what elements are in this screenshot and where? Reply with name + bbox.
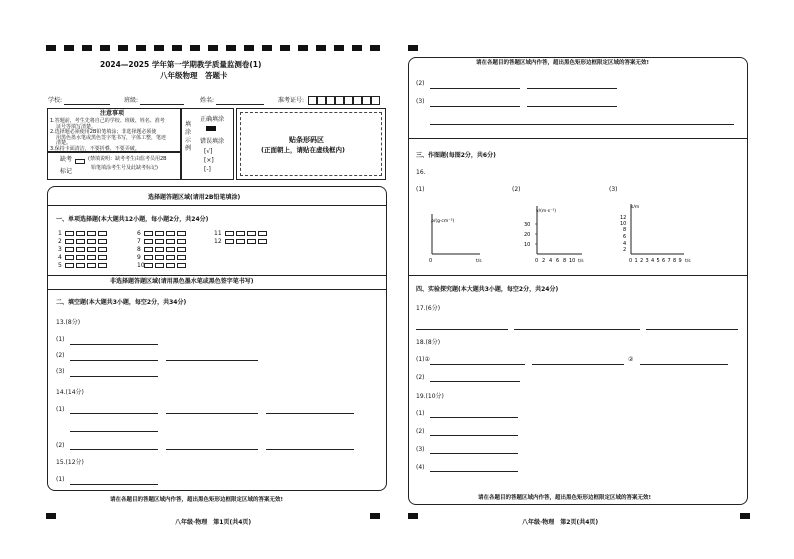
mc-number: 3	[58, 246, 62, 253]
q13-label: 13.(8分)	[56, 319, 81, 326]
x-tick-label: 9	[678, 258, 682, 264]
option-bubble[interactable]	[177, 231, 186, 236]
option-bubble[interactable]	[87, 239, 96, 244]
mc-number: 12	[214, 238, 222, 245]
x-tick-label: 4	[651, 258, 655, 264]
q19-label: 19.(10分)	[416, 393, 444, 400]
y-axis-label: ρ/(g·cm⁻³)	[431, 219, 455, 224]
y-tick-label: 12	[620, 215, 627, 221]
mc-question[interactable]	[58, 238, 109, 245]
option-bubble[interactable]	[76, 255, 85, 260]
option-bubble[interactable]	[155, 247, 164, 252]
x-tick-label: 8	[563, 258, 567, 264]
footer-warning: 请在各题目的答题区域内作答，超出黑色矩形边框限定区域的答案无效!	[110, 497, 284, 503]
option-bubble[interactable]	[177, 247, 186, 252]
answer-blank[interactable]	[266, 449, 354, 450]
absent-box	[47, 152, 181, 180]
name-field[interactable]	[216, 104, 264, 105]
exam-title: 2024—2025 学年第一学期教学质量监测卷(1)	[100, 60, 262, 69]
answer-blank[interactable]	[430, 124, 734, 125]
option-bubble[interactable]	[76, 247, 85, 252]
y-tick-label: 2	[623, 247, 627, 253]
mc-number: 2	[58, 238, 62, 245]
option-bubble[interactable]	[247, 231, 256, 236]
timing-mark	[154, 45, 164, 51]
mc-question[interactable]	[137, 230, 188, 237]
school-label: 学校:	[48, 97, 63, 104]
blank-label: (1)	[56, 476, 65, 483]
blank-label: (2)	[416, 374, 425, 381]
timing-mark	[46, 513, 56, 519]
barcode-subtitle: (正面朝上，请贴在虚线框内)	[261, 146, 345, 154]
answer-blank[interactable]	[70, 360, 158, 361]
exam-number-digit[interactable]	[335, 96, 344, 105]
timing-mark	[352, 45, 362, 51]
option-bubble[interactable]	[65, 255, 74, 260]
answer-blank[interactable]	[527, 106, 617, 107]
timing-mark	[136, 45, 146, 51]
answer-blank[interactable]	[430, 381, 520, 382]
choice-header: 选择题答题区域(请用2B铅笔填涂)	[148, 194, 241, 201]
option-bubble[interactable]	[144, 239, 153, 244]
exam-number-digit[interactable]	[326, 96, 335, 105]
option-bubble[interactable]	[166, 231, 175, 236]
blank-label: ②	[628, 356, 634, 363]
answer-blank[interactable]	[430, 453, 518, 454]
exam-number-digit[interactable]	[344, 96, 353, 105]
x-tick-label: 4	[549, 258, 553, 264]
timing-mark	[298, 45, 308, 51]
divider	[408, 138, 748, 139]
x-axis-label: t/s	[578, 259, 584, 264]
option-bubble[interactable]	[76, 231, 85, 236]
mc-question[interactable]	[58, 254, 109, 261]
mc-question[interactable]	[58, 246, 109, 253]
x-axis-label: t/s	[476, 259, 482, 264]
exam-number-digit[interactable]	[308, 96, 317, 105]
graph-3[interactable]	[618, 198, 698, 266]
timing-mark	[334, 45, 344, 51]
x-tick-label: 10	[569, 258, 576, 264]
option-bubble[interactable]	[65, 263, 74, 268]
mc-number: 10	[137, 262, 145, 269]
option-bubble[interactable]	[155, 231, 164, 236]
answer-blank[interactable]	[640, 364, 728, 365]
blank-label: (2)	[56, 352, 65, 359]
name-label: 姓名:	[200, 97, 215, 104]
q16-label: 16.	[416, 169, 426, 176]
mc-number: 6	[137, 230, 141, 237]
absent-note-line: 铅笔填涂考生号及此缺考标记)	[91, 165, 158, 171]
blank-label: (3)	[416, 446, 425, 453]
answer-blank[interactable]	[166, 449, 258, 450]
answer-blank[interactable]	[514, 329, 640, 330]
answer-blank[interactable]	[70, 376, 158, 377]
y-tick-label: 4	[623, 241, 627, 247]
answer-blank[interactable]	[266, 413, 354, 414]
answer-blank[interactable]	[430, 435, 518, 436]
timing-mark	[190, 45, 200, 51]
exam-number-label: 准考证号:	[278, 97, 305, 104]
option-bubble[interactable]	[155, 239, 164, 244]
x-tick-label: 5	[656, 258, 660, 264]
option-bubble[interactable]	[177, 239, 186, 244]
barcode-area	[236, 108, 386, 180]
q17-label: 17.(6分)	[416, 305, 441, 312]
top-warning: 请在各题目的答题区域内作答，超出黑色矩形边框限定区域的答案无效!	[476, 60, 650, 66]
option-bubble[interactable]	[98, 247, 107, 252]
option-bubble[interactable]	[166, 255, 175, 260]
answer-blank[interactable]	[70, 449, 158, 450]
option-bubble[interactable]	[236, 231, 245, 236]
wrong-fill-label: 错误填涂	[200, 138, 225, 145]
notes-line: 3.保持卡面清洁，不要折叠、不要弄破。	[50, 145, 140, 152]
answer-blank[interactable]	[166, 413, 258, 414]
y-axis-label: s/m	[631, 205, 640, 210]
option-bubble[interactable]	[76, 239, 85, 244]
option-bubble[interactable]	[177, 255, 186, 260]
divider	[47, 289, 387, 290]
x-tick-label: 6	[556, 258, 560, 264]
mc-number: 5	[58, 262, 62, 269]
timing-mark	[172, 45, 182, 51]
option-bubble[interactable]	[98, 231, 107, 236]
mc-question[interactable]	[137, 254, 188, 261]
y-tick-label: 10	[620, 221, 627, 227]
option-bubble[interactable]	[76, 263, 85, 268]
section3-title: 三、作图题(每图2分，共6分)	[416, 152, 496, 159]
timing-mark	[370, 45, 380, 51]
blank-label: (2)	[56, 442, 65, 449]
section4-title: 四、实验探究题(本大题共3小题，每空2分，共24分)	[416, 286, 559, 293]
option-bubble[interactable]	[177, 263, 186, 268]
graph-label: (1)	[416, 186, 425, 193]
y-tick-label: 10	[524, 242, 531, 248]
answer-sheet-subtitle: 八年级物理 答题卡	[160, 71, 228, 80]
y-tick-label: 30	[524, 222, 531, 228]
answer-blank[interactable]	[532, 364, 624, 365]
x-tick-label: 7	[667, 258, 671, 264]
q18-label: 18.(8分)	[416, 339, 441, 346]
timing-mark	[226, 45, 236, 51]
answer-blank[interactable]	[430, 88, 520, 89]
option-bubble[interactable]	[166, 263, 175, 268]
fill-example-label: 填涂示例	[185, 121, 192, 152]
blank-label: (2)	[416, 80, 425, 87]
q14-label: 14.(14分)	[56, 389, 84, 396]
blank-label: (3)	[416, 98, 425, 105]
wrong-fill-mark: [-]	[204, 166, 211, 173]
graph-2[interactable]	[520, 200, 590, 266]
answer-blank[interactable]	[646, 329, 738, 330]
absent-label-2: 标记	[60, 168, 73, 175]
mc-number: 4	[58, 254, 62, 261]
option-bubble[interactable]	[98, 263, 107, 268]
section1-title: 一、单项选择题(本大题共12小题，每小题2分，共24分)	[56, 216, 209, 223]
footer-warning: 请在各题目的答题区域内作答，超出黑色矩形边框限定区域的答案无效!	[478, 495, 652, 501]
blank-label: (1)	[56, 406, 65, 413]
x-tick-label: 0	[535, 258, 539, 264]
x-tick-label: 3	[645, 258, 649, 264]
q15-label: 15.(12分)	[56, 459, 84, 466]
answer-blank[interactable]	[70, 431, 158, 432]
exam-number-digit[interactable]	[362, 96, 371, 105]
y-tick-label: 8	[623, 227, 627, 233]
timing-mark	[408, 45, 418, 51]
option-bubble[interactable]	[225, 231, 234, 236]
option-bubble[interactable]	[258, 231, 267, 236]
graph-1[interactable]	[420, 210, 490, 266]
notes-heading: 注意事项	[100, 110, 125, 117]
y-axis-label: v/(m·s⁻¹)	[536, 209, 557, 214]
mc-question[interactable]	[58, 262, 109, 269]
option-bubble[interactable]	[98, 255, 107, 260]
option-bubble[interactable]	[87, 255, 96, 260]
wrong-fill-mark: [×]	[204, 157, 214, 164]
x-axis-label: t/s	[685, 259, 691, 264]
x-tick-label: 2	[640, 258, 644, 264]
mc-question[interactable]	[214, 238, 269, 245]
mc-number: 8	[137, 246, 141, 253]
y-tick-label: 6	[623, 234, 627, 240]
mc-number: 7	[137, 238, 141, 245]
mc-question[interactable]	[137, 246, 188, 253]
section2-title: 二、填空题(本大题共3小题，每空2分，共34分)	[56, 299, 187, 306]
option-bubble[interactable]	[144, 255, 153, 260]
x-tick-label: 8	[673, 258, 677, 264]
blank-label: (2)	[416, 428, 425, 435]
mc-number: 11	[214, 230, 222, 237]
notes-line: 证号等填写清楚。	[56, 123, 97, 130]
absent-label: 缺考	[60, 156, 73, 163]
blank-label: (1)	[416, 410, 425, 417]
x-tick-label: 6	[662, 258, 666, 264]
option-bubble[interactable]	[155, 255, 164, 260]
option-bubble[interactable]	[258, 239, 267, 244]
graph-label: (3)	[609, 186, 618, 193]
option-bubble[interactable]	[65, 231, 74, 236]
answer-blank[interactable]	[527, 88, 617, 89]
divider	[47, 275, 387, 276]
barcode-title: 贴条形码区	[289, 136, 324, 144]
blank-label: (1)	[56, 336, 65, 343]
option-bubble[interactable]	[87, 263, 96, 268]
correct-fill-label: 正确填涂	[200, 116, 225, 123]
answer-blank[interactable]	[416, 329, 508, 330]
option-bubble[interactable]	[236, 239, 245, 244]
page-footer: 八年级·物理 第1页(共4页)	[175, 519, 252, 526]
class-label: 班级:	[124, 97, 139, 104]
mc-number: 1	[58, 230, 62, 237]
timing-mark	[408, 513, 418, 519]
timing-mark	[370, 513, 380, 519]
answer-blank[interactable]	[70, 344, 158, 345]
absent-checkbox[interactable]	[75, 159, 85, 164]
answer-blank[interactable]	[430, 471, 518, 472]
option-bubble[interactable]	[166, 247, 175, 252]
timing-mark	[280, 45, 290, 51]
exam-number-digit[interactable]	[353, 96, 362, 105]
option-bubble[interactable]	[144, 263, 153, 268]
option-bubble[interactable]	[98, 239, 107, 244]
class-field[interactable]	[140, 104, 184, 105]
timing-mark	[244, 45, 254, 51]
answer-blank[interactable]	[70, 484, 158, 485]
option-bubble[interactable]	[225, 239, 234, 244]
x-tick-label: 1	[634, 258, 638, 264]
timing-mark	[208, 45, 218, 51]
blank-label: (3)	[56, 368, 65, 375]
notes-line: 1.答题前，考生先将自己的学校、班级、姓名、准考	[50, 118, 165, 124]
exam-number-digit[interactable]	[371, 96, 380, 105]
wrong-fill-mark: [√]	[204, 148, 213, 155]
option-bubble[interactable]	[87, 231, 96, 236]
mc-question[interactable]	[137, 238, 188, 245]
nonchoice-header: 非选择题答题区域(请用黑色墨水笔或黑色签字笔书写)	[110, 278, 254, 285]
option-bubble[interactable]	[247, 239, 256, 244]
absent-note-line: (禁填说明：缺考考生由监考员用2B	[88, 156, 167, 162]
notes-line: 用黑色墨水笔或黑色签字笔书写，字体工整，笔迹	[56, 134, 167, 141]
blank-label: (1)①	[416, 356, 430, 363]
timing-mark	[740, 513, 750, 519]
timing-mark	[100, 45, 110, 51]
x-tick-label: 2	[542, 258, 546, 264]
x-tick-label: 0	[629, 258, 633, 264]
notes-line: 2.选择题必须使用2B铅笔填涂；非选择题必须使	[50, 129, 157, 135]
answer-blank[interactable]	[430, 106, 520, 107]
option-bubble[interactable]	[87, 247, 96, 252]
timing-mark	[316, 45, 326, 51]
timing-mark	[64, 45, 74, 51]
divider	[408, 275, 748, 276]
mc-question[interactable]	[214, 230, 269, 237]
timing-mark	[118, 45, 128, 51]
answer-blank[interactable]	[166, 360, 258, 361]
mc-number: 9	[137, 254, 141, 261]
graph-label: (2)	[512, 186, 521, 193]
mc-question[interactable]	[137, 262, 188, 269]
option-bubble[interactable]	[65, 247, 74, 252]
correct-fill-mark	[206, 126, 216, 131]
option-bubble[interactable]	[144, 231, 153, 236]
option-bubble[interactable]	[65, 239, 74, 244]
y-tick-label: 20	[524, 232, 531, 238]
option-bubble[interactable]	[155, 263, 164, 268]
school-field[interactable]	[64, 104, 110, 105]
page-footer: 八年级·物理 第2页(共4页)	[522, 519, 599, 526]
blank-label: (4)	[416, 464, 425, 471]
fill-example-box	[181, 108, 234, 180]
exam-number-digit[interactable]	[317, 96, 326, 105]
option-bubble[interactable]	[166, 239, 175, 244]
timing-mark	[82, 45, 92, 51]
answer-blank[interactable]	[430, 417, 518, 418]
origin-label: 0	[429, 258, 433, 264]
notes-line: 清楚。	[56, 140, 72, 146]
timing-mark	[46, 45, 56, 51]
mc-question[interactable]	[58, 230, 109, 237]
notes-box	[47, 108, 181, 152]
answer-blank[interactable]	[430, 364, 525, 365]
answer-blank[interactable]	[70, 413, 158, 414]
option-bubble[interactable]	[144, 247, 153, 252]
divider	[47, 205, 387, 206]
timing-mark	[262, 45, 272, 51]
